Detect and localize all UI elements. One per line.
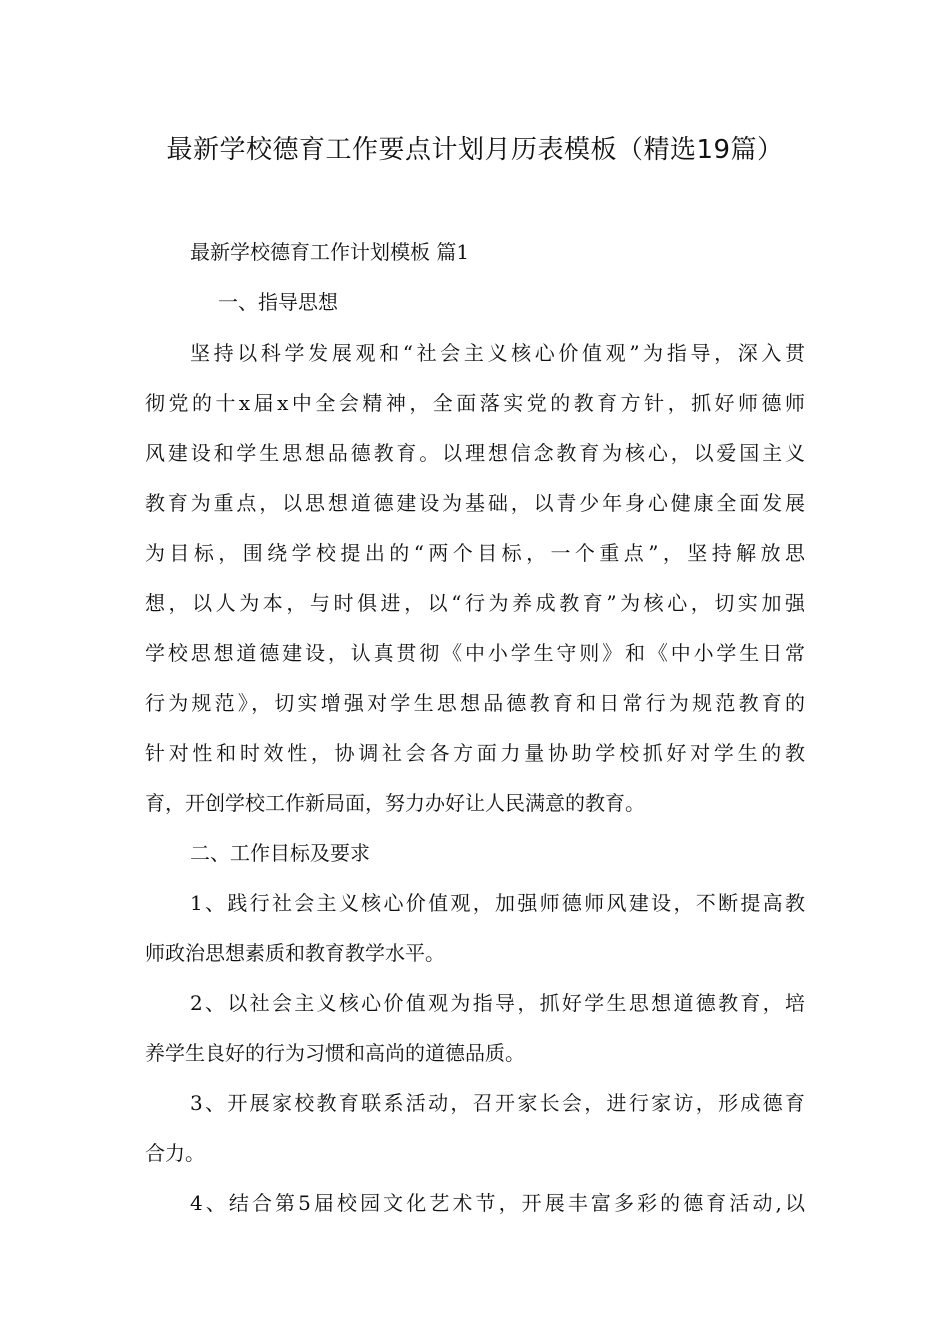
heading-guiding-ideology: 一、指导思想 [218,290,338,314]
list-item-line: 养学生良好的行为习惯和高尚的道德品质。 [145,1041,525,1065]
paragraph-line: 行为规范》，切实增强对学生思想品德教育和日常行为规范教育的 [145,691,805,715]
paragraph-line: 教育为重点，以思想道德建设为基础，以青少年身心健康全面发展 [145,491,805,515]
list-item-line: 1、践行社会主义核心价值观，加强师德师风建设，不断提高教 [190,891,805,915]
list-item-line: 2、以社会主义核心价值观为指导，抓好学生思想道德教育，培 [190,991,805,1015]
section-heading: 最新学校德育工作计划模板 篇1 [190,240,470,264]
paragraph-line: 彻党的十x届x中全会精神，全面落实党的教育方针，抓好师德师 [145,391,805,415]
paragraph-line: 风建设和学生思想品德教育。以理想信念教育为核心，以爱国主义 [145,441,805,465]
heading-goals-requirements: 二、工作目标及要求 [190,841,370,865]
paragraph-line: 为目标，围绕学校提出的“两个目标，一个重点”，坚持解放思 [145,541,805,565]
list-item-line: 3、开展家校教育联系活动，召开家长会，进行家访，形成德育 [190,1091,805,1115]
paragraph-line: 育，开创学校工作新局面，努力办好让人民满意的教育。 [145,791,645,815]
list-item-line: 师政治思想素质和教育教学水平。 [145,941,445,965]
paragraph-line: 坚持以科学发展观和“社会主义核心价值观”为指导，深入贯 [190,341,805,365]
paragraph-line: 想，以人为本，与时俱进，以“行为养成教育”为核心，切实加强 [145,591,805,615]
list-item-line: 4、结合第5届校园文化艺术节，开展丰富多彩的德育活动,以 [190,1191,805,1215]
paragraph-line: 学校思想道德建设，认真贯彻《中小学生守则》和《中小学生日常 [145,641,805,665]
list-item-line: 合力。 [145,1141,205,1165]
document-title: 最新学校德育工作要点计划月历表模板（精选19篇） [166,135,784,165]
paragraph-line: 针对性和时效性，协调社会各方面力量协助学校抓好对学生的教 [145,741,805,765]
